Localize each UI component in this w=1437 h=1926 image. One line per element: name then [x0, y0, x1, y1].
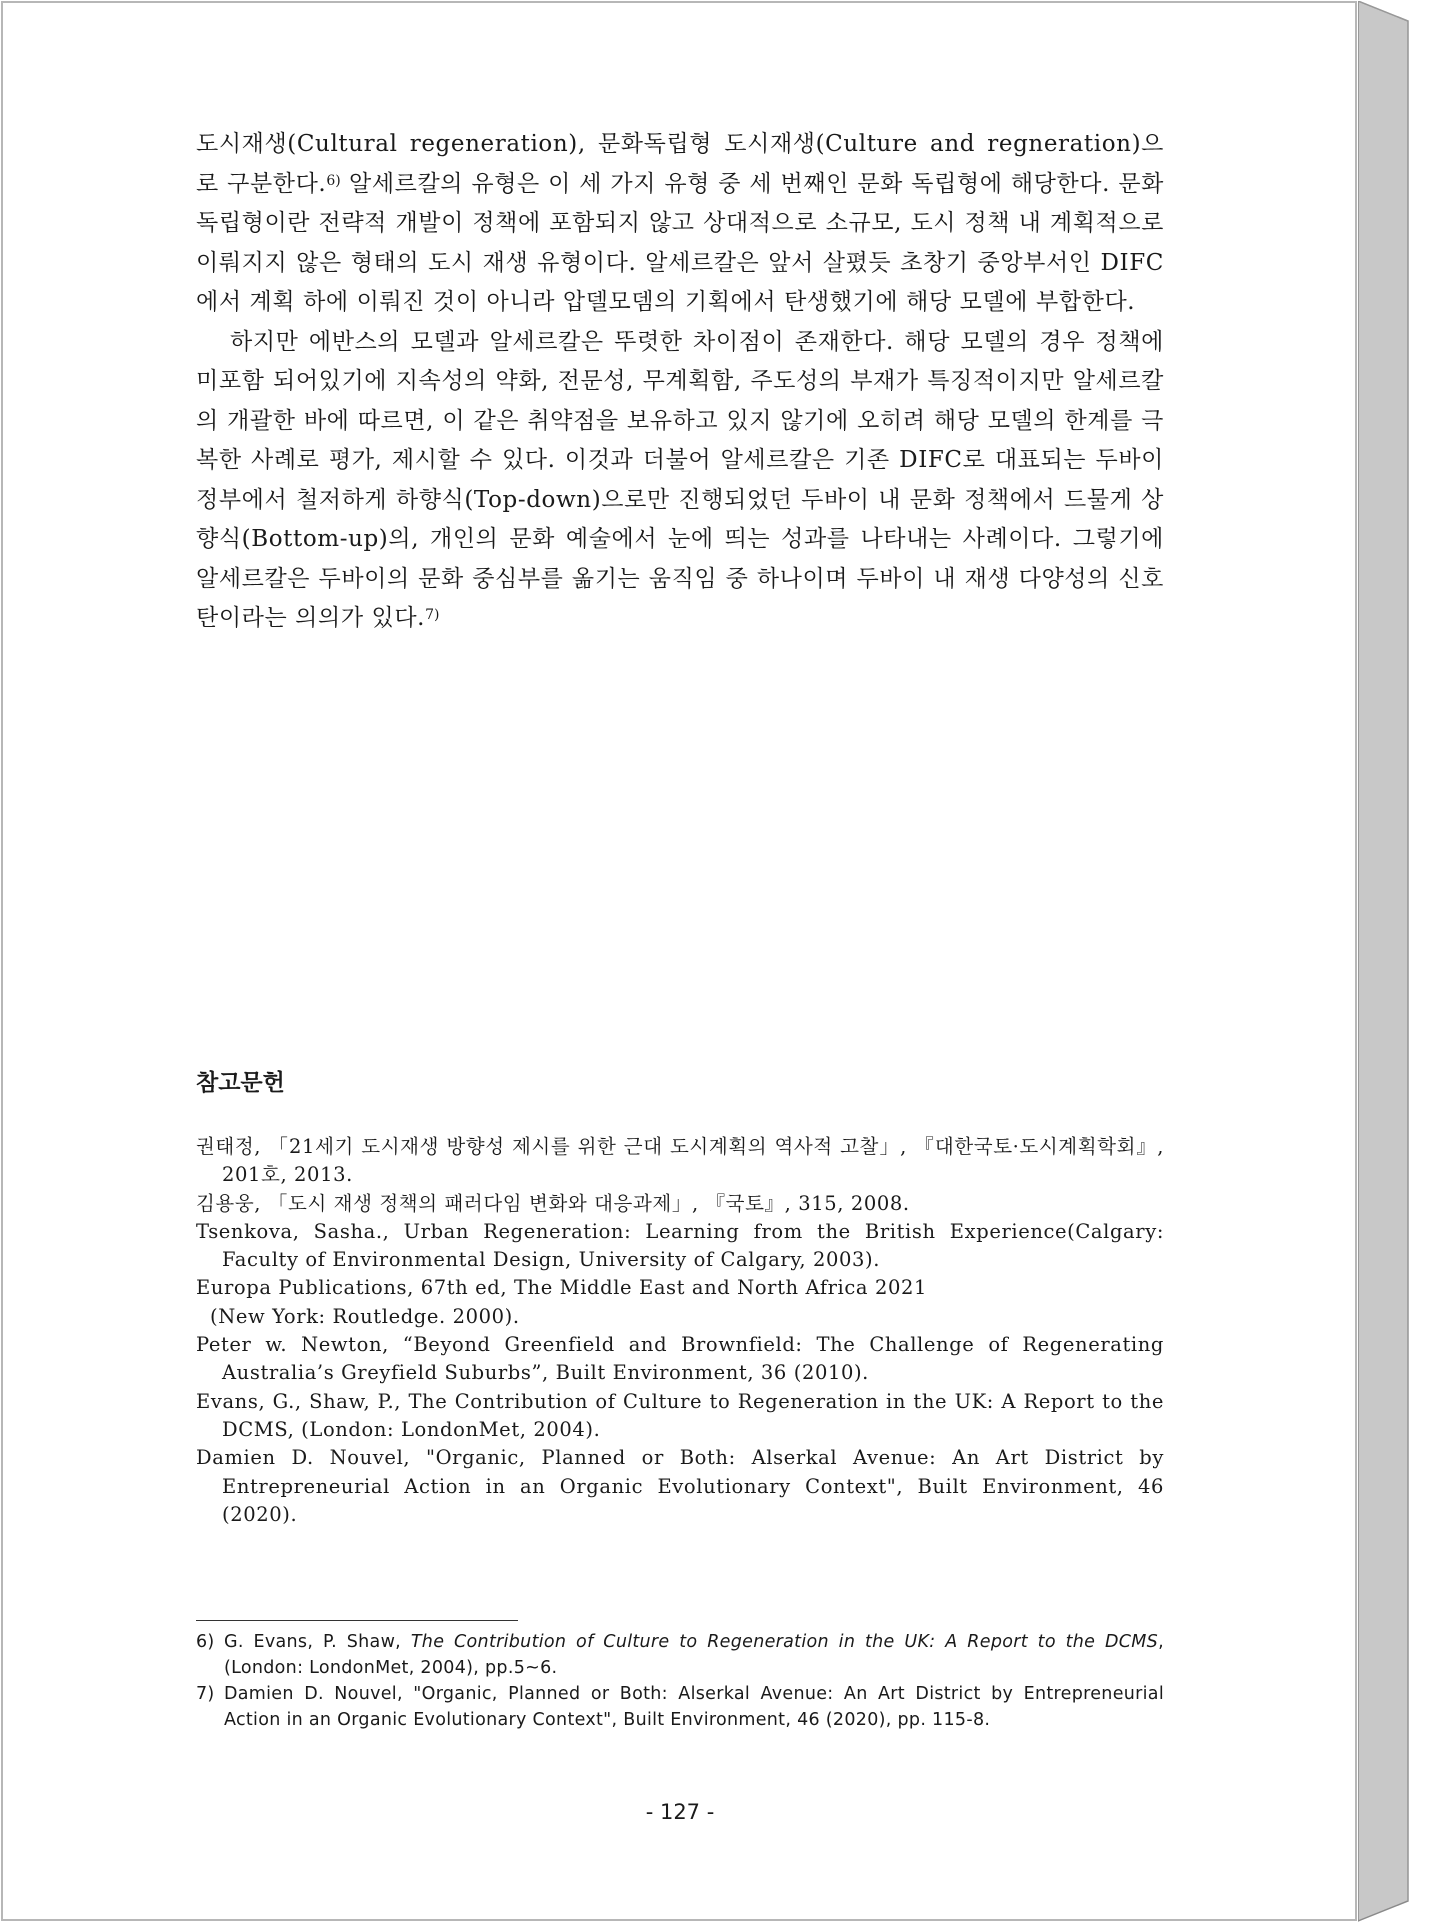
paragraph-1-text: 도시재생(Cultural regeneration), 문화독립형 도시재생(Culture and regneration)으로 구분한다. — [196, 131, 1164, 197]
page-stack-edge-graphic — [1358, 1, 1437, 1923]
reference-item: Peter w. Newton, “Beyond Greenfield and Brownfield: The Challenge of Regenerating Australia’s Greyfield Suburbs”, Built Environment, 36 (2010). — [196, 1333, 1164, 1385]
footnote-text — [224, 1629, 1164, 1681]
references-list — [196, 1133, 1164, 1529]
footnote-7 — [196, 1681, 1164, 1733]
footnote-6-title: The Contribution of Culture to Regeneration in the UK: A Report to the DCMS — [410, 1632, 1159, 1652]
references-heading: 참고문헌 — [196, 1070, 285, 1096]
reference-item-continuation: (New York: Routledge. 2000). — [210, 1304, 520, 1328]
paragraph-2-text: 하지만 에반스의 모델과 알세르칼은 뚜렷한 차이점이 존재한다. 해당 모델의 경우 정책에 미포함 되어있기에 지속성의 약화, 전문성, 무계획함, 주도성의 부재가 특징적이지만 알세르칼의 개괄한 바에 따르면, 이 같은 취약점을 보유하고 있지 않기에 오히려 해당 모델의 한계를 극복한 사례로 평가, 제시할 수 있다. 이것과 더불어 알세르칼은 기존 DIFC로 대표되는 두바이 정부에서 철저하게 하향식(Top-down)으로만 진행되었던 두바이 내 문화 정책에서 드물게 상향식(Bottom-up)의, 개인의 문화 예술에서 눈에 띄는 성과를 나타내는 사례이다. 그렇기에 알세르칼은 두바이의 문화 중심부를 옮기는 움직임 중 하나이며 두바이 내 재생 다양성의 신호탄이라는 의의가 있다. — [196, 328, 1164, 631]
footnote-6-publication: , (London: LondonMet, 2004), pp.5~6. — [224, 1632, 1164, 1678]
body-paragraph-1 — [196, 125, 1164, 323]
footnotes — [196, 1629, 1164, 1733]
body-text — [196, 125, 1164, 639]
reference-item: Europa Publications, 67th ed, The Middle East and North Africa 2021 — [196, 1276, 927, 1300]
reference-item: Evans, G., Shaw, P., The Contribution of Culture to Regeneration in the UK: A Report to the DCMS, (London: LondonMet, 2004). — [196, 1389, 1164, 1441]
footnote-ref-7[interactable]: 7) — [425, 607, 440, 623]
reference-item: Tsenkova, Sasha., Urban Regeneration: Learning from the British Experience(Calgary: Faculty of Environmental Design, University of Calgary, 2003). — [196, 1219, 1164, 1272]
footnote-6-authors: G. Evans, P. Shaw, — [224, 1632, 411, 1652]
footnote-number: 7) — [196, 1684, 215, 1704]
footnote-divider — [196, 1620, 518, 1621]
page-number: - 127 - — [645, 1800, 715, 1824]
footnote-text: Damien D. Nouvel, "Organic, Planned or Both: Alserkal Avenue: An Art District by Entrepreneurial Action in an Organic Evolutionary Context", Built Environment, 46 (2020), pp. 115-8. — [224, 1684, 1164, 1730]
reference-item: 김용웅, 「도시 재생 정책의 패러다임 변화와 대응과제」, 『국토』, 315, 2008. — [196, 1191, 910, 1215]
reference-item: Damien D. Nouvel, "Organic, Planned or Both: Alserkal Avenue: An Art District by Entrepreneurial Action in an Organic Evolutionary Context", Built Environment, 46 (2020). — [196, 1446, 1164, 1526]
paragraph-1-continued: 알세르칼의 유형은 이 세 가지 유형 중 세 번째인 문화 독립형에 해당한다. 문화 독립형이란 전략적 개발이 정책에 포함되지 않고 상대적으로 소규모, 도시 정책 내 계획적으로 이뤄지지 않은 형태의 도시 재생 유형이다. 알세르칼은 앞서 살폈듯 초창기 중앙부서인 DIFC에서 계획 하에 이뤄진 것이 아니라 압델모뎀의 기획에서 탄생했기에 해당 모델에 부합한다. — [196, 170, 1164, 315]
footnote-6 — [196, 1629, 1164, 1681]
reference-item: 권태정, 「21세기 도시재생 방향성 제시를 위한 근대 도시계획의 역사적 고찰」, 『대한국토·도시계획학회』, 201호, 2013. — [196, 1135, 1164, 1187]
footnote-number: 6) — [196, 1632, 215, 1652]
footnote-ref-6[interactable]: 6) — [326, 172, 341, 189]
body-paragraph-2 — [196, 323, 1164, 639]
